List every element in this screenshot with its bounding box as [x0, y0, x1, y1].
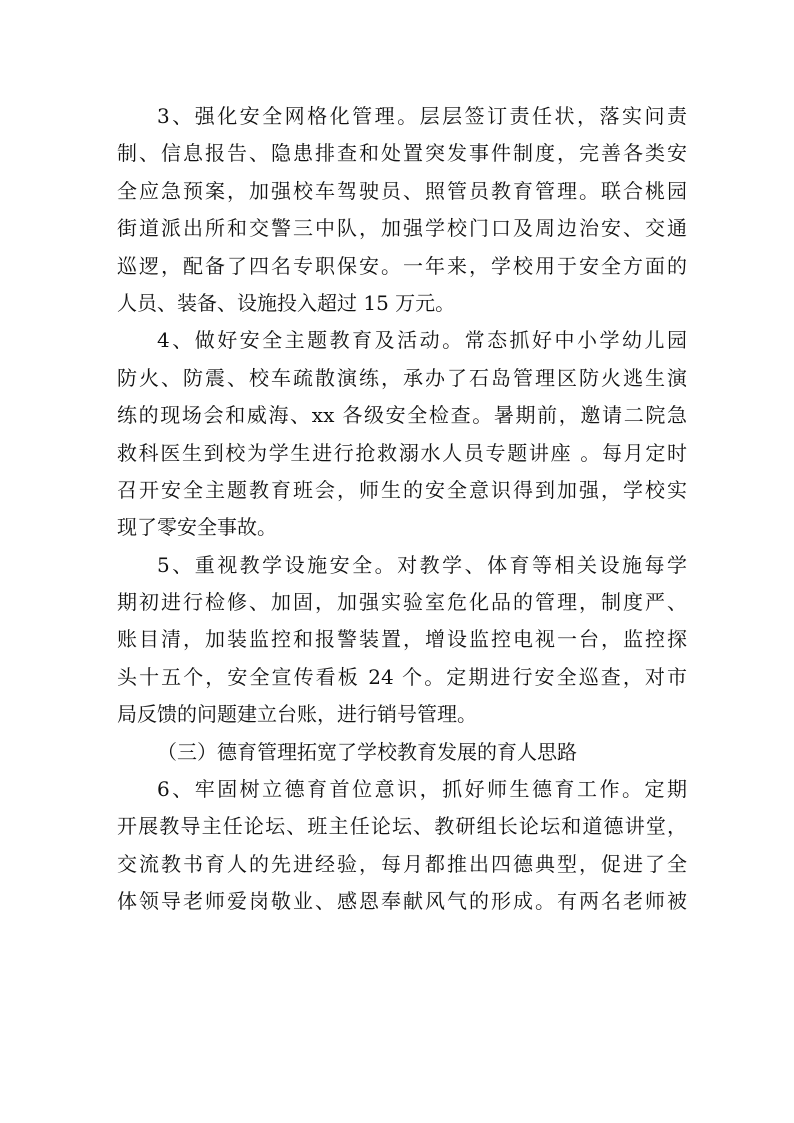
section-heading: （三）德育管理拓宽了学校教育发展的育人思路	[157, 739, 577, 764]
paragraph-5-line-3: 账目清，加装监控和报警装置，增设监控电视一台，监控探	[117, 627, 687, 652]
paragraph-4-line-4: 救科医生到校为学生进行抢救溺水人员专题讲座 。每月定时	[117, 440, 687, 465]
paragraph-3-line-1: 3、强化安全网格化管理。层层签订责任状，落实问责	[157, 104, 687, 128]
paragraph-5-line-5: 局反馈的问题建立台账，进行销号管理。	[117, 702, 477, 727]
paragraph-6-line-4: 体领导老师爱岗敬业、感恩奉献风气的形成。有两名老师被	[117, 889, 687, 914]
paragraph-5-line-4: 头十五个，安全宣传看板 24 个。定期进行安全巡查，对市	[117, 664, 687, 689]
paragraph-6-line-2: 开展教导主任论坛、班主任论坛、教研组长论坛和道德讲堂，	[117, 814, 687, 839]
paragraph-6-line-1: 6、牢固树立德育首位意识，抓好师生德育工作。定期	[157, 777, 687, 802]
document-body	[117, 98, 687, 921]
paragraph-3-line-3: 全应急预案，加强校车驾驶员、照管员教育管理。联合桃园	[117, 178, 687, 203]
paragraph-5-line-2: 期初进行检修、加固，加强实验室危化品的管理，制度严、	[117, 590, 687, 615]
paragraph-4-line-5: 召开安全主题教育班会，师生的安全意识得到加强，学校实	[117, 477, 687, 502]
paragraph-6-line-3: 交流教书育人的先进经验，每月都推出四德典型，促进了全	[117, 851, 687, 876]
paragraph-3-line-6: 人员、装备、设施投入超过 15 万元。	[117, 290, 456, 315]
paragraph-3-line-2: 制、信息报告、隐患排查和处置突发事件制度，完善各类安	[117, 141, 687, 166]
paragraph-4-line-2: 防火、防震、校车疏散演练，承办了石岛管理区防火逃生演	[117, 365, 687, 390]
paragraph-4-line-1: 4、做好安全主题教育及活动。常态抓好中小学幼儿园	[157, 328, 687, 353]
paragraph-4-line-6: 现了零安全事故。	[117, 515, 277, 540]
paragraph-5-line-1: 5、重视教学设施安全。对教学、体育等相关设施每学	[157, 552, 687, 577]
paragraph-4-line-3: 练的现场会和威海、xx 各级安全检查。暑期前，邀请二院急	[117, 403, 687, 428]
paragraph-3-line-4: 街道派出所和交警三中队，加强学校门口及周边治安、交通	[117, 216, 687, 241]
paragraph-3-line-5: 巡逻，配备了四名专职保安。一年来，学校用于安全方面的	[117, 253, 687, 278]
